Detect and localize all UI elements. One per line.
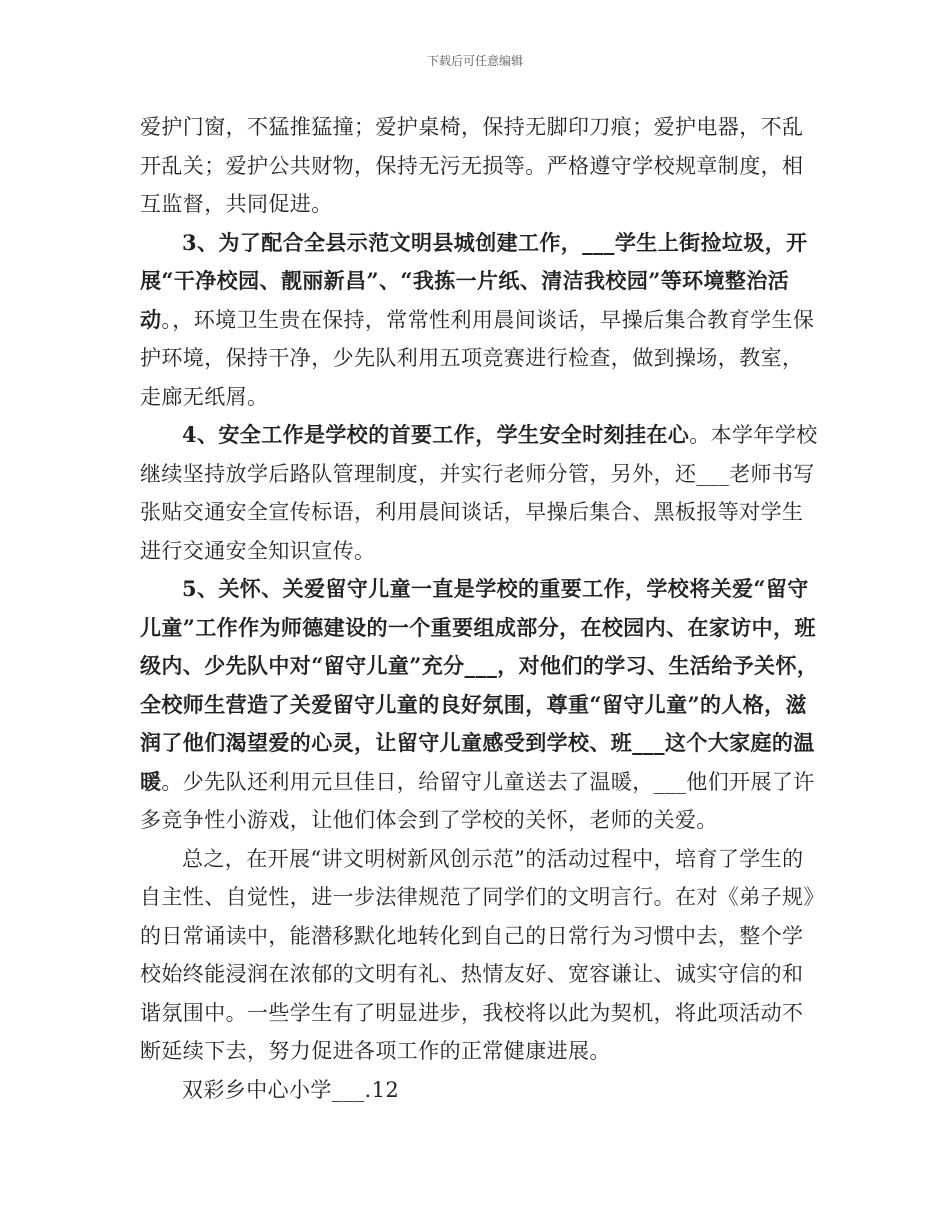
paragraph-left-behind-children-heading: 5、关怀、关爱留守儿童一直是学校的重要工作，学校将关爱“留守儿童”工作作为师德建设的一个重要组成部分，在校园内、在家访中，班级内、少先队中对“留守儿童”充分___，对他们的学习、生活给予关怀，全校师生营造了关爱留守儿童的良好氛围，尊重“留守儿童”的人格，滋润了他们渴望爱的心灵，让留守儿童感受到学校、班___这个大家庭的温暖 [140, 576, 819, 794]
paragraph-environment-heading: 3、为了配合全县示范文明县城创建工作，___学生上街捡垃圾，开展“干净校园、靓丽新昌”、“我拣一片纸、清洁我校园”等环境整治活动 [140, 229, 808, 332]
paragraph-care-property: 爱护门窗，不猛推猛撞；爱护桌椅，保持无脚印刀痕；爱护电器，不乱开乱关；爱护公共财物，保持无污无损等。严格遵守学校规章制度，相互监督，共同促进。 [140, 115, 804, 216]
paragraph-safety [140, 416, 820, 570]
paragraph-left-behind-children [140, 570, 820, 840]
paragraph-safety-heading: 4、安全工作是学校的首要工作，学生安全时刻挂在心 [182, 422, 690, 447]
paragraph-environment [140, 224, 820, 417]
signature-line: 双彩乡中心小学___.12 [182, 1077, 400, 1102]
paragraph-summary: 总之，在开展“讲文明树新风创示范”的活动过程中，培育了学生的自主性、自觉性，进一步法律规范了同学们的文明言行。在对《弟子规》的日常诵读中，能潜移默化地转化到自己的日常行为习惯中去，整个学校始终能浸润在浓郁的文明有礼、热情友好、宽容谦让、诚实守信的和谐氛围中。一些学生有了明显进步，我校将以此为契机，将此项活动不断延续下去，努力促进各项工作的正常健康进展。 [140, 846, 815, 1063]
download-note: 下载后可任意编辑 [426, 54, 523, 68]
document-body [140, 108, 820, 1109]
paragraph-safety-text: 。本学年学校继续坚持放学后路队管理制度，并实行老师分管，另外，还___老师书写张贴交通安全宣传标语，利用晨间谈话，早操后集合、黑板报等对学生进行交通安全知识宣传。 [140, 423, 818, 563]
paragraph-environment-text: 。，环境卫生贵在保持，常常性利用晨间谈话，早操后集合教育学生保护环境，保持干净，少先队利用五项竞赛进行检查，做到操场，教室，走廊无纸屑。 [140, 307, 815, 409]
paragraph-left-behind-children-text: 。少先队还利用元旦佳日，给留守儿童送去了温暖，___他们开展了许多竞争性小游戏，让他们体会到了学校的关怀，老师的关爱。 [140, 769, 815, 832]
